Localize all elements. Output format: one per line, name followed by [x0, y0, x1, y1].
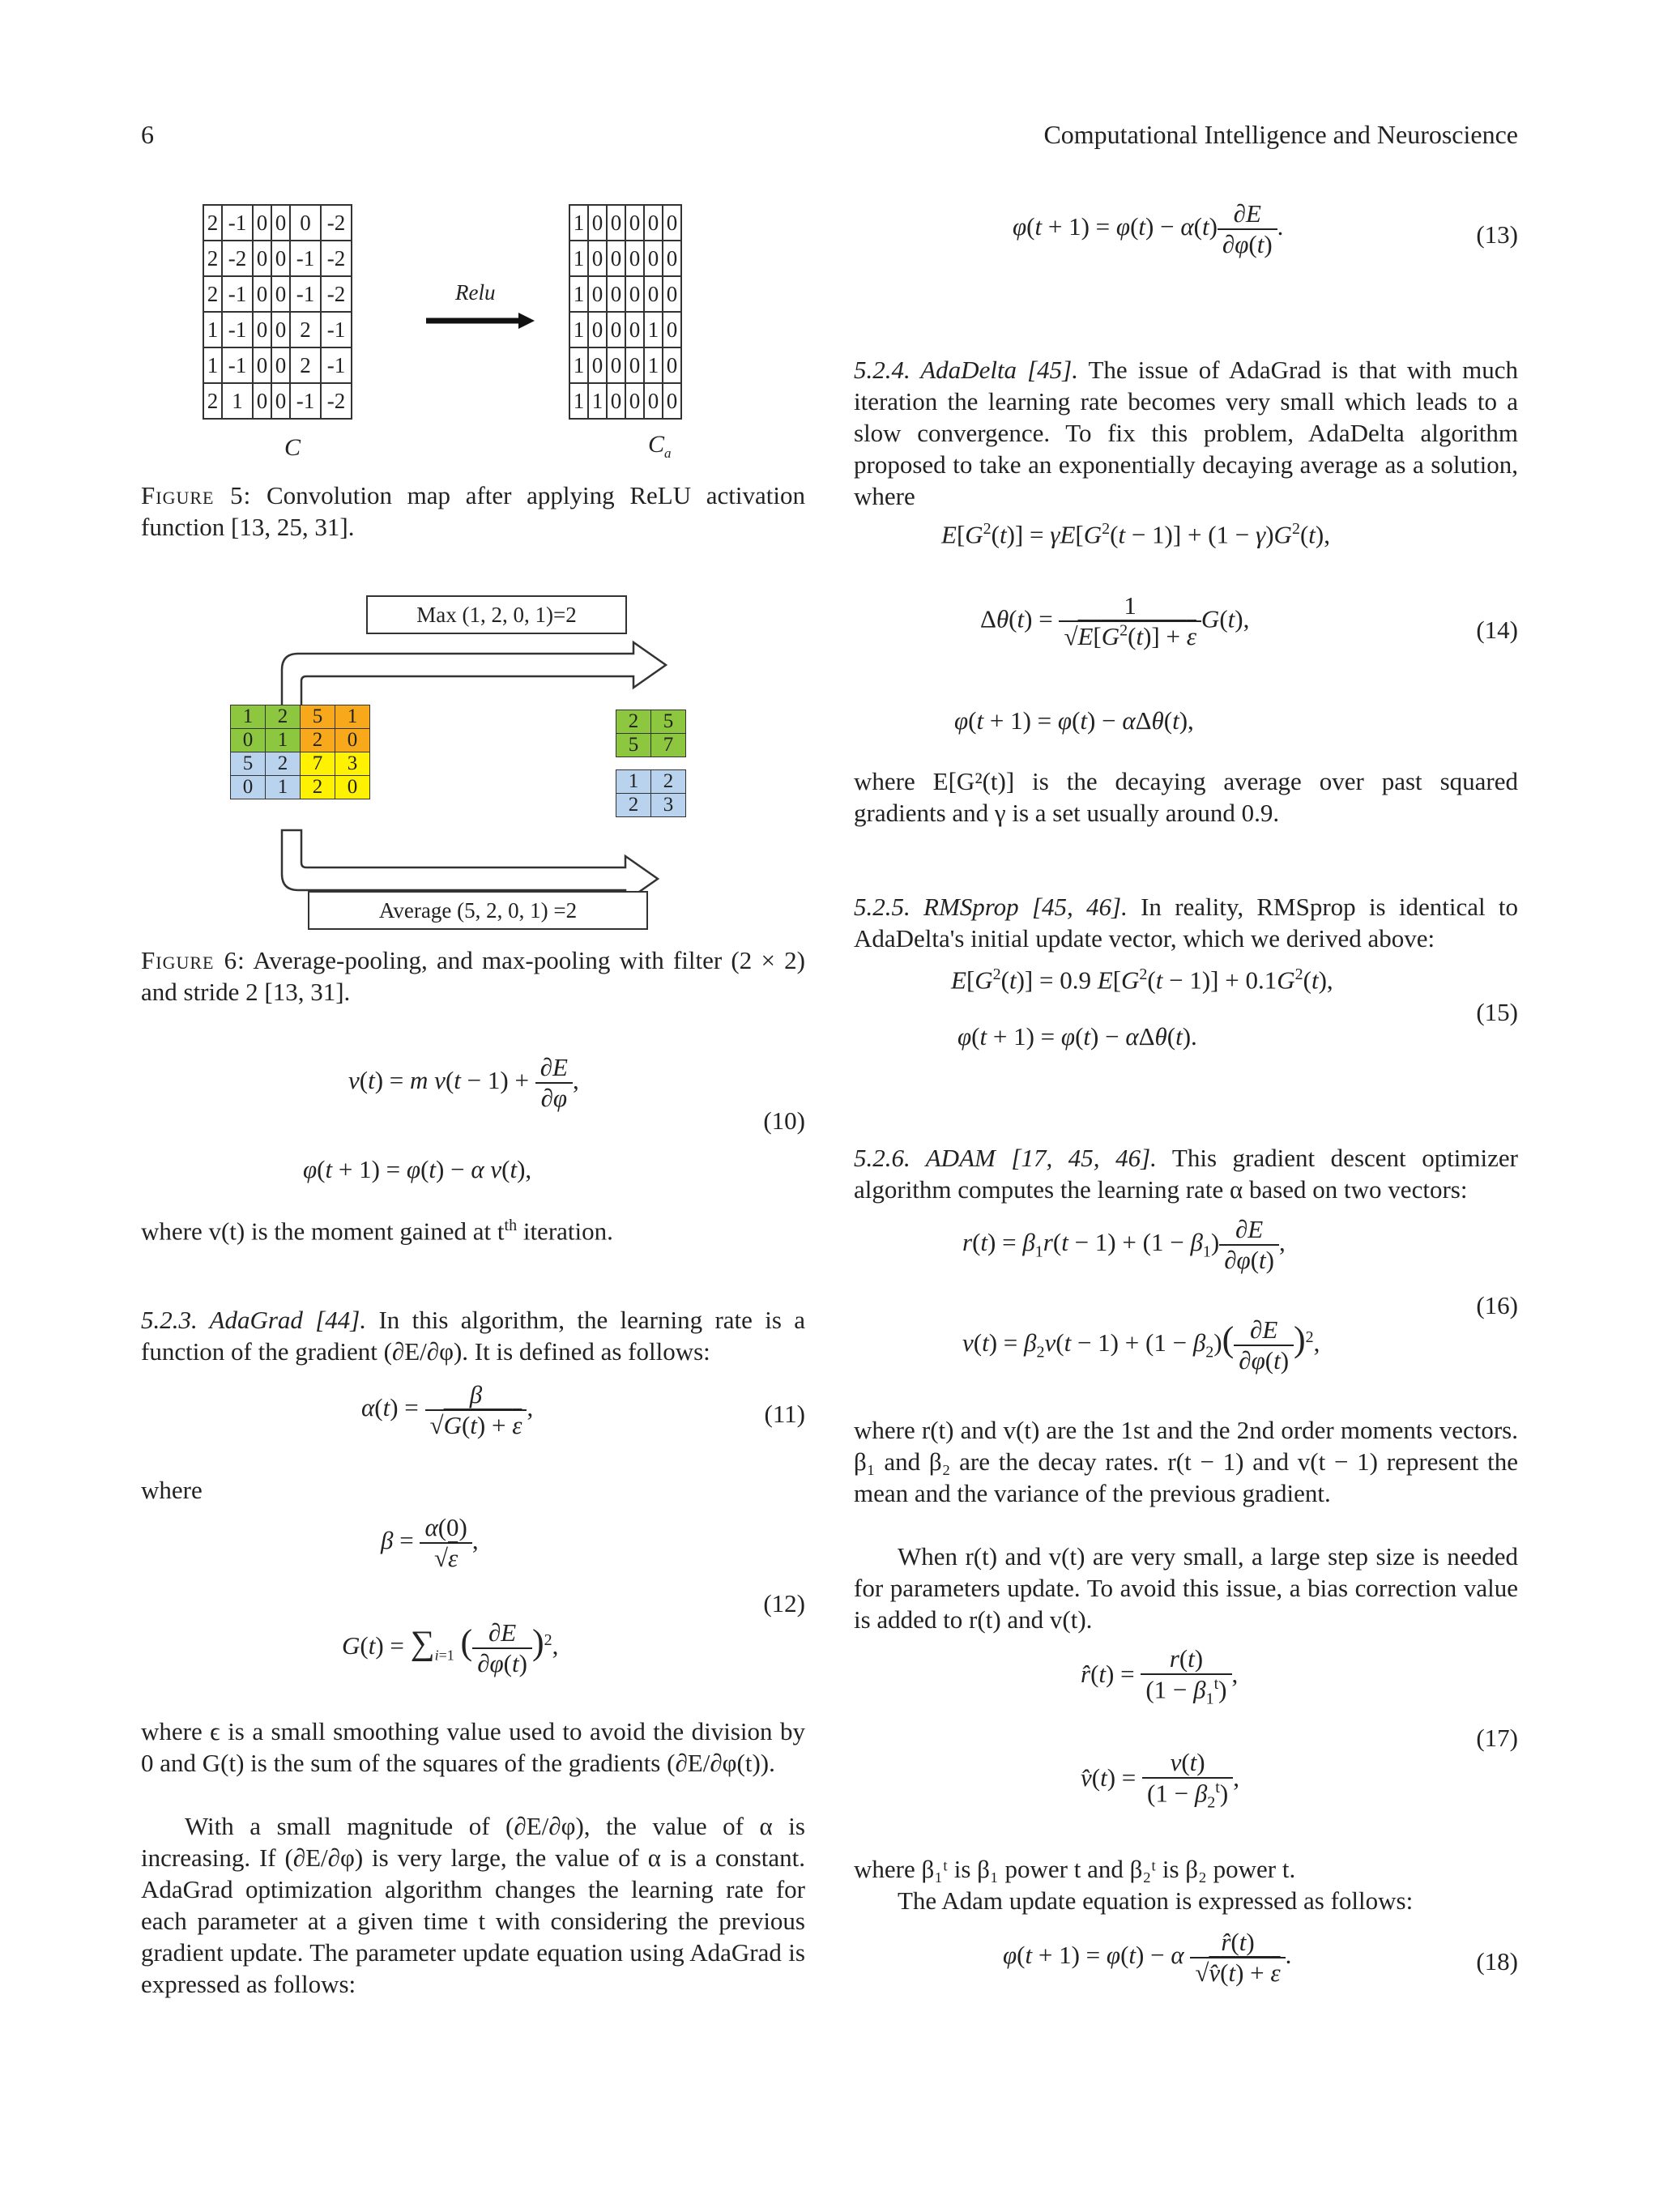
figure-5 [141, 201, 805, 476]
max-pool-cell: 2 [616, 710, 651, 734]
section-5-2-5 [854, 891, 1518, 954]
pooling-input-cell: 1 [335, 705, 370, 729]
pooling-input-cell: 1 [266, 776, 301, 799]
figure-6 [141, 591, 805, 931]
pooling-input-cell: 2 [301, 729, 335, 752]
matrix-ca-cell: 1 [644, 312, 663, 347]
section-5-2-3-body: In this algorithm, the learning rate is a function of the gradient (∂E/∂φ). It is defined as follows: [141, 1306, 806, 1366]
matrix-c-cell: 1 [203, 347, 222, 383]
section-5-2-4-title: 5.2.4. AdaDelta [45]. [854, 356, 1078, 384]
page-number: 6 [141, 120, 154, 149]
matrix-c-cell: -1 [321, 347, 352, 383]
matrix-row [616, 710, 686, 734]
matrix-ca-cell: 0 [607, 276, 625, 312]
matrix-row [231, 776, 370, 799]
max-pool-output [616, 710, 686, 757]
max-label-box: Max (1, 2, 0, 1)=2 [366, 595, 627, 634]
matrix-c-cell: 0 [253, 205, 271, 241]
equation-11: α(t) = $\frac{\beta}{√G(t) + \varepsilon}$ , (11) [361, 1380, 805, 1439]
pooling-input-cell: 0 [335, 776, 370, 799]
section-5-2-3-title: 5.2.3. AdaGrad [44]. [141, 1306, 367, 1334]
moment-text: where v(t) is the moment gained at $t^{th}$ iteration. [141, 1217, 613, 1246]
figure-5-caption: Figure 5: Convolution map after applying ReLU activation function [13, 25, 31]. [141, 481, 806, 541]
paragraph-moments: where r(t) and v(t) are the 1st and the 2nd order moments vectors. β₁ and β₂ are the decay rates. r(t − 1) and v(t − 1) represent the mean and the variance of the previous gradient. [854, 1416, 1518, 1507]
matrix-ca-cell: 0 [663, 241, 681, 276]
matrix-c-cell: 2 [203, 205, 222, 241]
pooling-input-cell: 5 [231, 752, 266, 776]
avg-pool-cell: 1 [616, 770, 651, 794]
equation-11-number: (11) [764, 1400, 805, 1428]
matrix-c-cell: 1 [203, 312, 222, 347]
equation-17: r̂(t) = $\frac{r(t)}{(1 - \beta_1^t)}$ , v̂(t) = $\frac{v(t)}{(1 - \beta_2^t)}$ , (17) [1081, 1644, 1518, 1812]
section-5-2-5-title: 5.2.5. RMSprop [45, 46]. [854, 893, 1128, 921]
matrix-c-cell: -1 [222, 205, 253, 241]
equation-13: φ(t + 1) = φ(t) − α(t) $\frac{\partial E}{\partial\varphi(t)}$ . (13) [1013, 199, 1518, 258]
matrix-ca-cell: 0 [607, 383, 625, 419]
equation-16-number: (16) [1476, 1291, 1518, 1319]
matrix-row [203, 241, 352, 276]
matrix-c-cell: 0 [271, 312, 290, 347]
matrix-ca-cell: 0 [644, 383, 663, 419]
equation-18: φ(t + 1) = φ(t) − α $\frac{r̂(t)}{√v̂(t) + \varepsilon}$ . (18) [1003, 1928, 1518, 1987]
matrix-ca-cell: 0 [588, 205, 607, 241]
matrix-ca-cell: 0 [625, 312, 644, 347]
equation-17-number: (17) [1476, 1724, 1518, 1752]
matrix-c-cell: -2 [321, 205, 352, 241]
section-5-2-5-body: In reality, RMSprop is identical to AdaDelta's initial update vector, which we derived above: [854, 893, 1518, 953]
paragraph-epsilon: where ϵ is a small smoothing value used to avoid the division by 0 and G(t) is the sum of the squares of the gradients (∂E/∂φ(t)). [141, 1717, 805, 1777]
where-label: where [141, 1476, 203, 1504]
matrix-row [569, 241, 681, 276]
pooling-input-matrix [230, 705, 370, 799]
matrix-row [569, 347, 681, 383]
equation-15: $E[G^2(t)] = 0.9$ $E[G^2(t - 1)] + 0.1G^2(t)$, φ(t + 1) = φ(t) − αΔθ(t). (15) [951, 965, 1518, 1051]
section-5-2-3 [141, 1304, 805, 1367]
matrix-c-cell: 0 [271, 383, 290, 419]
equation-10-number: (10) [763, 1106, 805, 1135]
pooling-input-cell: 2 [266, 705, 301, 729]
matrix-row [569, 276, 681, 312]
matrix-ca-cell: 0 [663, 312, 681, 347]
matrix-row [231, 752, 370, 776]
matrix-ca-cell: 0 [644, 241, 663, 276]
avg-pool-cell: 2 [651, 770, 686, 794]
matrix-c-cell: 2 [203, 241, 222, 276]
matrix-ca-cell: 0 [644, 205, 663, 241]
section-5-2-6-body: This gradient descent optimizer algorithm computes the learning rate α based on two vectors: [854, 1144, 1518, 1204]
paragraph-decaying-average: where E[G²(t)] is the decaying average over past squared gradients and γ is a set usually around 0.9. [854, 767, 1518, 827]
matrix-row [569, 383, 681, 419]
section-5-2-6-title: 5.2.6. ADAM [17, 45, 46]. [854, 1144, 1157, 1172]
matrix-row [203, 276, 352, 312]
equation-16: $r(t) = \beta_1r(t - 1) + (1 - \beta_1)$ $\frac{\partial E}{\partial\varphi(t)}$ , $v(t) = \beta_2v(t - 1) + (1 - \beta_2)$( $\frac{\partial E}{\partial\varphi(t)}$ )$^2$, (16) [962, 1215, 1518, 1375]
matrix-c-cell: -1 [222, 276, 253, 312]
avg-pool-output [616, 769, 686, 817]
pooling-input-cell: 2 [266, 752, 301, 776]
matrix-ca-cell: 1 [569, 347, 588, 383]
matrix-c-cell: -2 [321, 276, 352, 312]
matrix-ca-cell: 0 [663, 276, 681, 312]
matrix-ca-cell: 0 [625, 383, 644, 419]
matrix-ca-cell: 0 [625, 276, 644, 312]
pooling-input-cell: 5 [301, 705, 335, 729]
matrix-ca-cell: 1 [588, 383, 607, 419]
paragraph-adam-intro: The Adam update equation is expressed as follows: [898, 1886, 1414, 1915]
matrix-c-cell: 0 [290, 205, 321, 241]
matrix-ca-cell: 1 [644, 347, 663, 383]
matrix-c-cell: 0 [253, 312, 271, 347]
equation-12: β = $\frac{\alpha(0)}{√\varepsilon}$ , $G(t) = \sum_{i=1}$ ( $\frac{\partial E}{\partial\varphi(t)}$ )$^2$, (12) [342, 1513, 805, 1677]
matrix-c-cell: 0 [271, 205, 290, 241]
figure-6-caption: Figure 6: Average-pooling, and max-pooling with filter (2 × 2) and stride 2 [13, 31]. [141, 946, 805, 1006]
max-pool-cell: 7 [651, 734, 686, 757]
matrix-c-cell: -1 [222, 312, 253, 347]
matrix-c-cell: 0 [253, 241, 271, 276]
matrix-ca-cell: 0 [663, 347, 681, 383]
pooling-input-cell: 1 [266, 729, 301, 752]
paragraph-beta-power: where β₁ᵗ is β₁ power t and β₂ᵗ is β₂ power t. [854, 1855, 1296, 1883]
equation-18-number: (18) [1476, 1947, 1518, 1975]
matrix-ca-cell: 1 [569, 205, 588, 241]
matrix-c-cell: -1 [222, 347, 253, 383]
matrix-c-cell: 0 [271, 241, 290, 276]
relu-arrow-icon [424, 311, 538, 330]
matrix-ca-label: $C_a$ [648, 431, 672, 461]
paragraph-bias-correction: When r(t) and v(t) are very small, a large step size is needed for parameters update. To avoid this issue, a bias correction value is added to r(t) and v(t). [854, 1542, 1518, 1634]
matrix-ca-cell: 0 [663, 205, 681, 241]
matrix-row [616, 794, 686, 817]
matrix-row [203, 347, 352, 383]
equation-13-number: (13) [1476, 220, 1518, 249]
matrix-c-cell: 0 [253, 347, 271, 383]
equation-14-number: (14) [1476, 616, 1518, 644]
journal-title: Computational Intelligence and Neuroscience [1043, 120, 1518, 149]
matrix-c-cell: -2 [222, 241, 253, 276]
matrix-c-cell: 0 [253, 383, 271, 419]
matrix-c-cell: 0 [271, 347, 290, 383]
matrix-c-cell: 2 [203, 276, 222, 312]
pooling-input-cell: 3 [335, 752, 370, 776]
matrix-row [616, 770, 686, 794]
section-5-2-6 [854, 1142, 1518, 1205]
matrix-c-cell: -1 [290, 383, 321, 419]
section-5-2-4-body: The issue of AdaGrad is that with much iteration the learning rate becomes very small which leads to a slow convergence. To fix this problem, AdaDelta algorithm proposed to take an exponentially decaying average as a solution, where [854, 356, 1518, 510]
max-pool-cell: 5 [651, 710, 686, 734]
section-5-2-4 [854, 354, 1518, 512]
avg-pool-cell: 3 [651, 794, 686, 817]
matrix-ca-cell: 0 [607, 347, 625, 383]
equation-12-number: (12) [763, 1589, 805, 1617]
matrix-c-cell: -1 [321, 312, 352, 347]
max-pool-cell: 5 [616, 734, 651, 757]
matrix-c-cell: 2 [203, 383, 222, 419]
equation-10: v(t) = m v(t − 1) + $\frac{\partial E}{\partial\varphi}$ , φ(t + 1) = φ(t) − α v(t), (10) [303, 1053, 805, 1183]
matrix-row [203, 205, 352, 241]
matrix-ca [569, 204, 682, 420]
matrix-row [616, 734, 686, 757]
matrix-ca-cell: 0 [588, 241, 607, 276]
avg-label-box: Average (5, 2, 0, 1) =2 [308, 891, 648, 930]
pooling-input-cell: 0 [231, 776, 266, 799]
matrix-c [203, 204, 352, 420]
matrix-ca-cell: 0 [625, 205, 644, 241]
matrix-ca-cell: 1 [569, 312, 588, 347]
matrix-ca-cell: 0 [607, 205, 625, 241]
matrix-row [231, 729, 370, 752]
matrix-ca-cell: 0 [607, 312, 625, 347]
matrix-ca-cell: 0 [663, 383, 681, 419]
matrix-ca-cell: 1 [569, 241, 588, 276]
matrix-ca-cell: 1 [569, 383, 588, 419]
pooling-input-cell: 1 [231, 705, 266, 729]
matrix-ca-cell: 1 [569, 276, 588, 312]
relu-label: Relu [455, 280, 496, 305]
avg-pool-cell: 2 [616, 794, 651, 817]
pooling-input-cell: 0 [231, 729, 266, 752]
matrix-c-cell: -1 [290, 276, 321, 312]
matrix-c-cell: 2 [290, 312, 321, 347]
matrix-row [203, 312, 352, 347]
matrix-ca-cell: 0 [607, 241, 625, 276]
matrix-c-cell: 2 [290, 347, 321, 383]
matrix-row [569, 205, 681, 241]
matrix-c-cell: -2 [321, 383, 352, 419]
pooling-input-cell: 7 [301, 752, 335, 776]
matrix-ca-cell: 0 [588, 347, 607, 383]
matrix-row [231, 705, 370, 729]
matrix-ca-cell: 0 [625, 347, 644, 383]
matrix-ca-cell: 0 [588, 276, 607, 312]
pooling-input-cell: 0 [335, 729, 370, 752]
matrix-c-label: C [284, 434, 301, 461]
matrix-c-cell: -2 [321, 241, 352, 276]
matrix-row [203, 383, 352, 419]
matrix-ca-cell: 0 [625, 241, 644, 276]
matrix-ca-cell: 0 [588, 312, 607, 347]
paragraph-adagrad: With a small magnitude of (∂E/∂φ), the value of α is increasing. If (∂E/∂φ) is very large, the value of α is a constant. AdaGrad optimization algorithm changes the learning rate for each parameter at a given time t with considering the previous gradient update. The parameter update equation using AdaGrad is expressed as follows: [141, 1812, 805, 1998]
matrix-row [569, 312, 681, 347]
matrix-c-cell: 0 [271, 276, 290, 312]
matrix-c-cell: -1 [290, 241, 321, 276]
pooling-input-cell: 2 [301, 776, 335, 799]
matrix-c-cell: 0 [253, 276, 271, 312]
matrix-c-cell: 1 [222, 383, 253, 419]
matrix-ca-cell: 0 [644, 276, 663, 312]
equation-14: $E[G^2(t)] = \gamma E[G^2(t - 1)] + (1 - \gamma)G^2(t)$, Δθ(t) = $\frac{1}{√E[G^2(t)] + \varepsilon}$ G(t), φ(t + 1) = φ(t) − αΔθ(t), (14) [941, 520, 1518, 735]
equation-15-number: (15) [1476, 998, 1518, 1026]
